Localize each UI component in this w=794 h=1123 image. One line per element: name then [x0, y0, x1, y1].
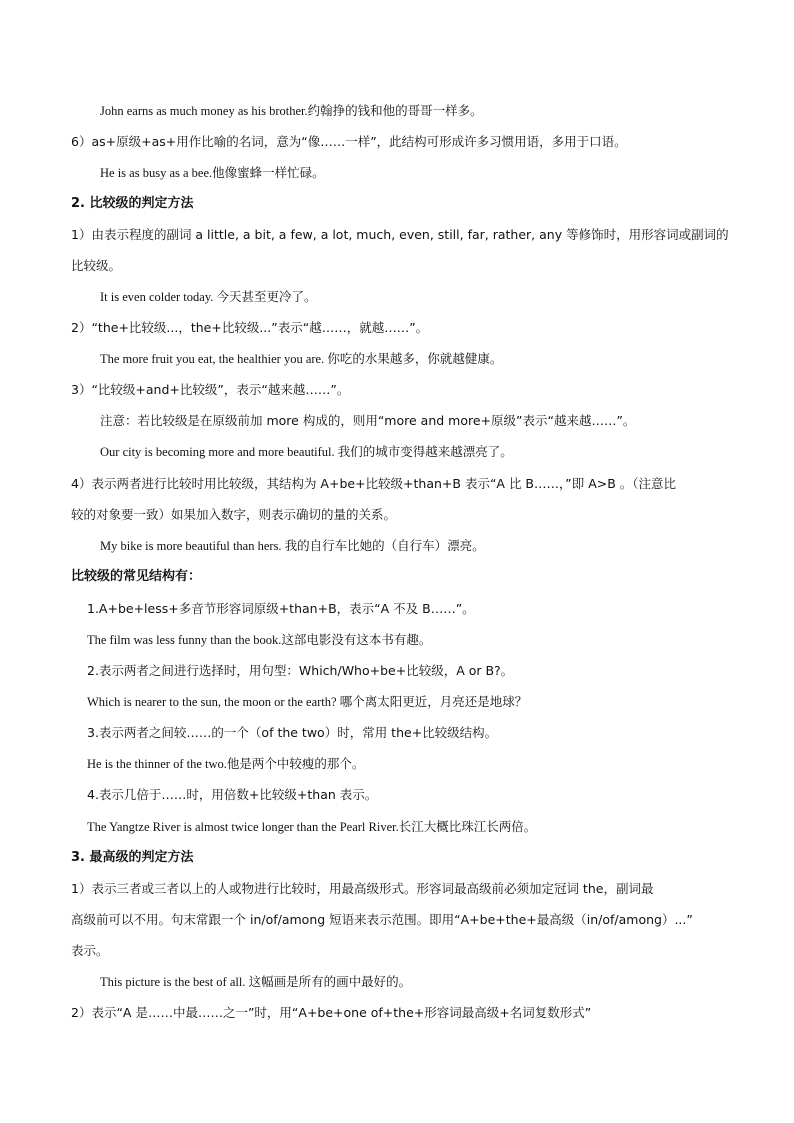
section-heading: 3. 最高级的判定方法	[71, 850, 194, 865]
example-sentence: Our city is becoming more and more beautiful. 我们的城市变得越来越漂亮了。	[100, 445, 513, 459]
rule-item: 1）由表示程度的副词 a little, a bit, a few, a lot, much, even, still, far, rather, any 等修饰时，用形容词或副词的	[71, 227, 729, 242]
structure-item: 3.表示两者之间较……的一个（of the two）时，常用 the+比较级结构。	[87, 725, 498, 740]
section-heading: 比较级的常见结构有：	[71, 569, 202, 584]
note: 注意：若比较级是在原级前加 more 构成的，则用“more and more+原级”表示“越来越……”。	[100, 413, 636, 428]
rule-item-continued: 高级前可以不用。句末常跟一个 in/of/among 短语来表示范围。即用“A+be+the+最高级（in/of/among）...”	[71, 912, 693, 927]
example-sentence: John earns as much money as his brother.约翰挣的钱和他的哥哥一样多。	[100, 104, 483, 118]
example-sentence: The more fruit you eat, the healthier you are. 你吃的水果越多，你就越健康。	[100, 352, 503, 366]
rule-item: 6）as+原级+as+用作比喻的名词，意为“像……一样”，此结构可形成许多习惯用语，多用于口语。	[71, 134, 627, 149]
structure-item: 4.表示几倍于……时，用倍数+比较级+than 表示。	[87, 787, 378, 802]
rule-item: 2）“the+比较级...，the+比较级...”表示“越……，就越……”。	[71, 320, 429, 335]
structure-item: 1.A+be+less+多音节形容词原级+than+B，表示“A 不及 B……”。	[87, 601, 475, 616]
example-sentence: It is even colder today. 今天甚至更冷了。	[100, 290, 317, 304]
rule-item-continued: 比较级。	[71, 258, 122, 273]
example-sentence: The Yangtze River is almost twice longer than the Pearl River.长江大概比珠江长两倍。	[87, 820, 537, 834]
example-sentence: He is the thinner of the two.他是两个中较瘦的那个。	[87, 757, 365, 771]
example-sentence: He is as busy as a bee.他像蜜蜂一样忙碌。	[100, 166, 325, 180]
example-sentence: This picture is the best of all. 这幅画是所有的画中最好的。	[100, 975, 412, 989]
rule-item: 4）表示两者进行比较时用比较级，其结构为 A+be+比较级+than+B 表示“A 比 B……，”即 A>B 。（注意比	[71, 476, 677, 491]
rule-item-continued: 较的对象要一致）如果加入数字，则表示确切的量的关系。	[71, 507, 397, 522]
rule-item-continued: 表示。	[71, 943, 109, 958]
example-sentence: The film was less funny than the book.这部电影没有这本书有趣。	[87, 633, 432, 647]
example-sentence: My bike is more beautiful than hers. 我的自行车比她的（自行车）漂亮。	[100, 539, 485, 553]
rule-item: 2）表示“A 是……中最……之一”时，用“A+be+one of+the+形容词最高级+名词复数形式”	[71, 1005, 592, 1020]
structure-item: 2.表示两者之间进行选择时，用句型：Which/Who+be+比较级，A or B?。	[87, 663, 514, 678]
rule-item: 1）表示三者或三者以上的人或物进行比较时，用最高级形式。形容词最高级前必须加定冠词 the，副词最	[71, 881, 654, 896]
rule-item: 3）“比较级+and+比较级”，表示“越来越……”。	[71, 382, 350, 397]
section-heading: 2. 比较级的判定方法	[71, 196, 194, 211]
example-sentence: Which is nearer to the sun, the moon or the earth? 哪个离太阳更近，月亮还是地球？	[87, 695, 528, 709]
